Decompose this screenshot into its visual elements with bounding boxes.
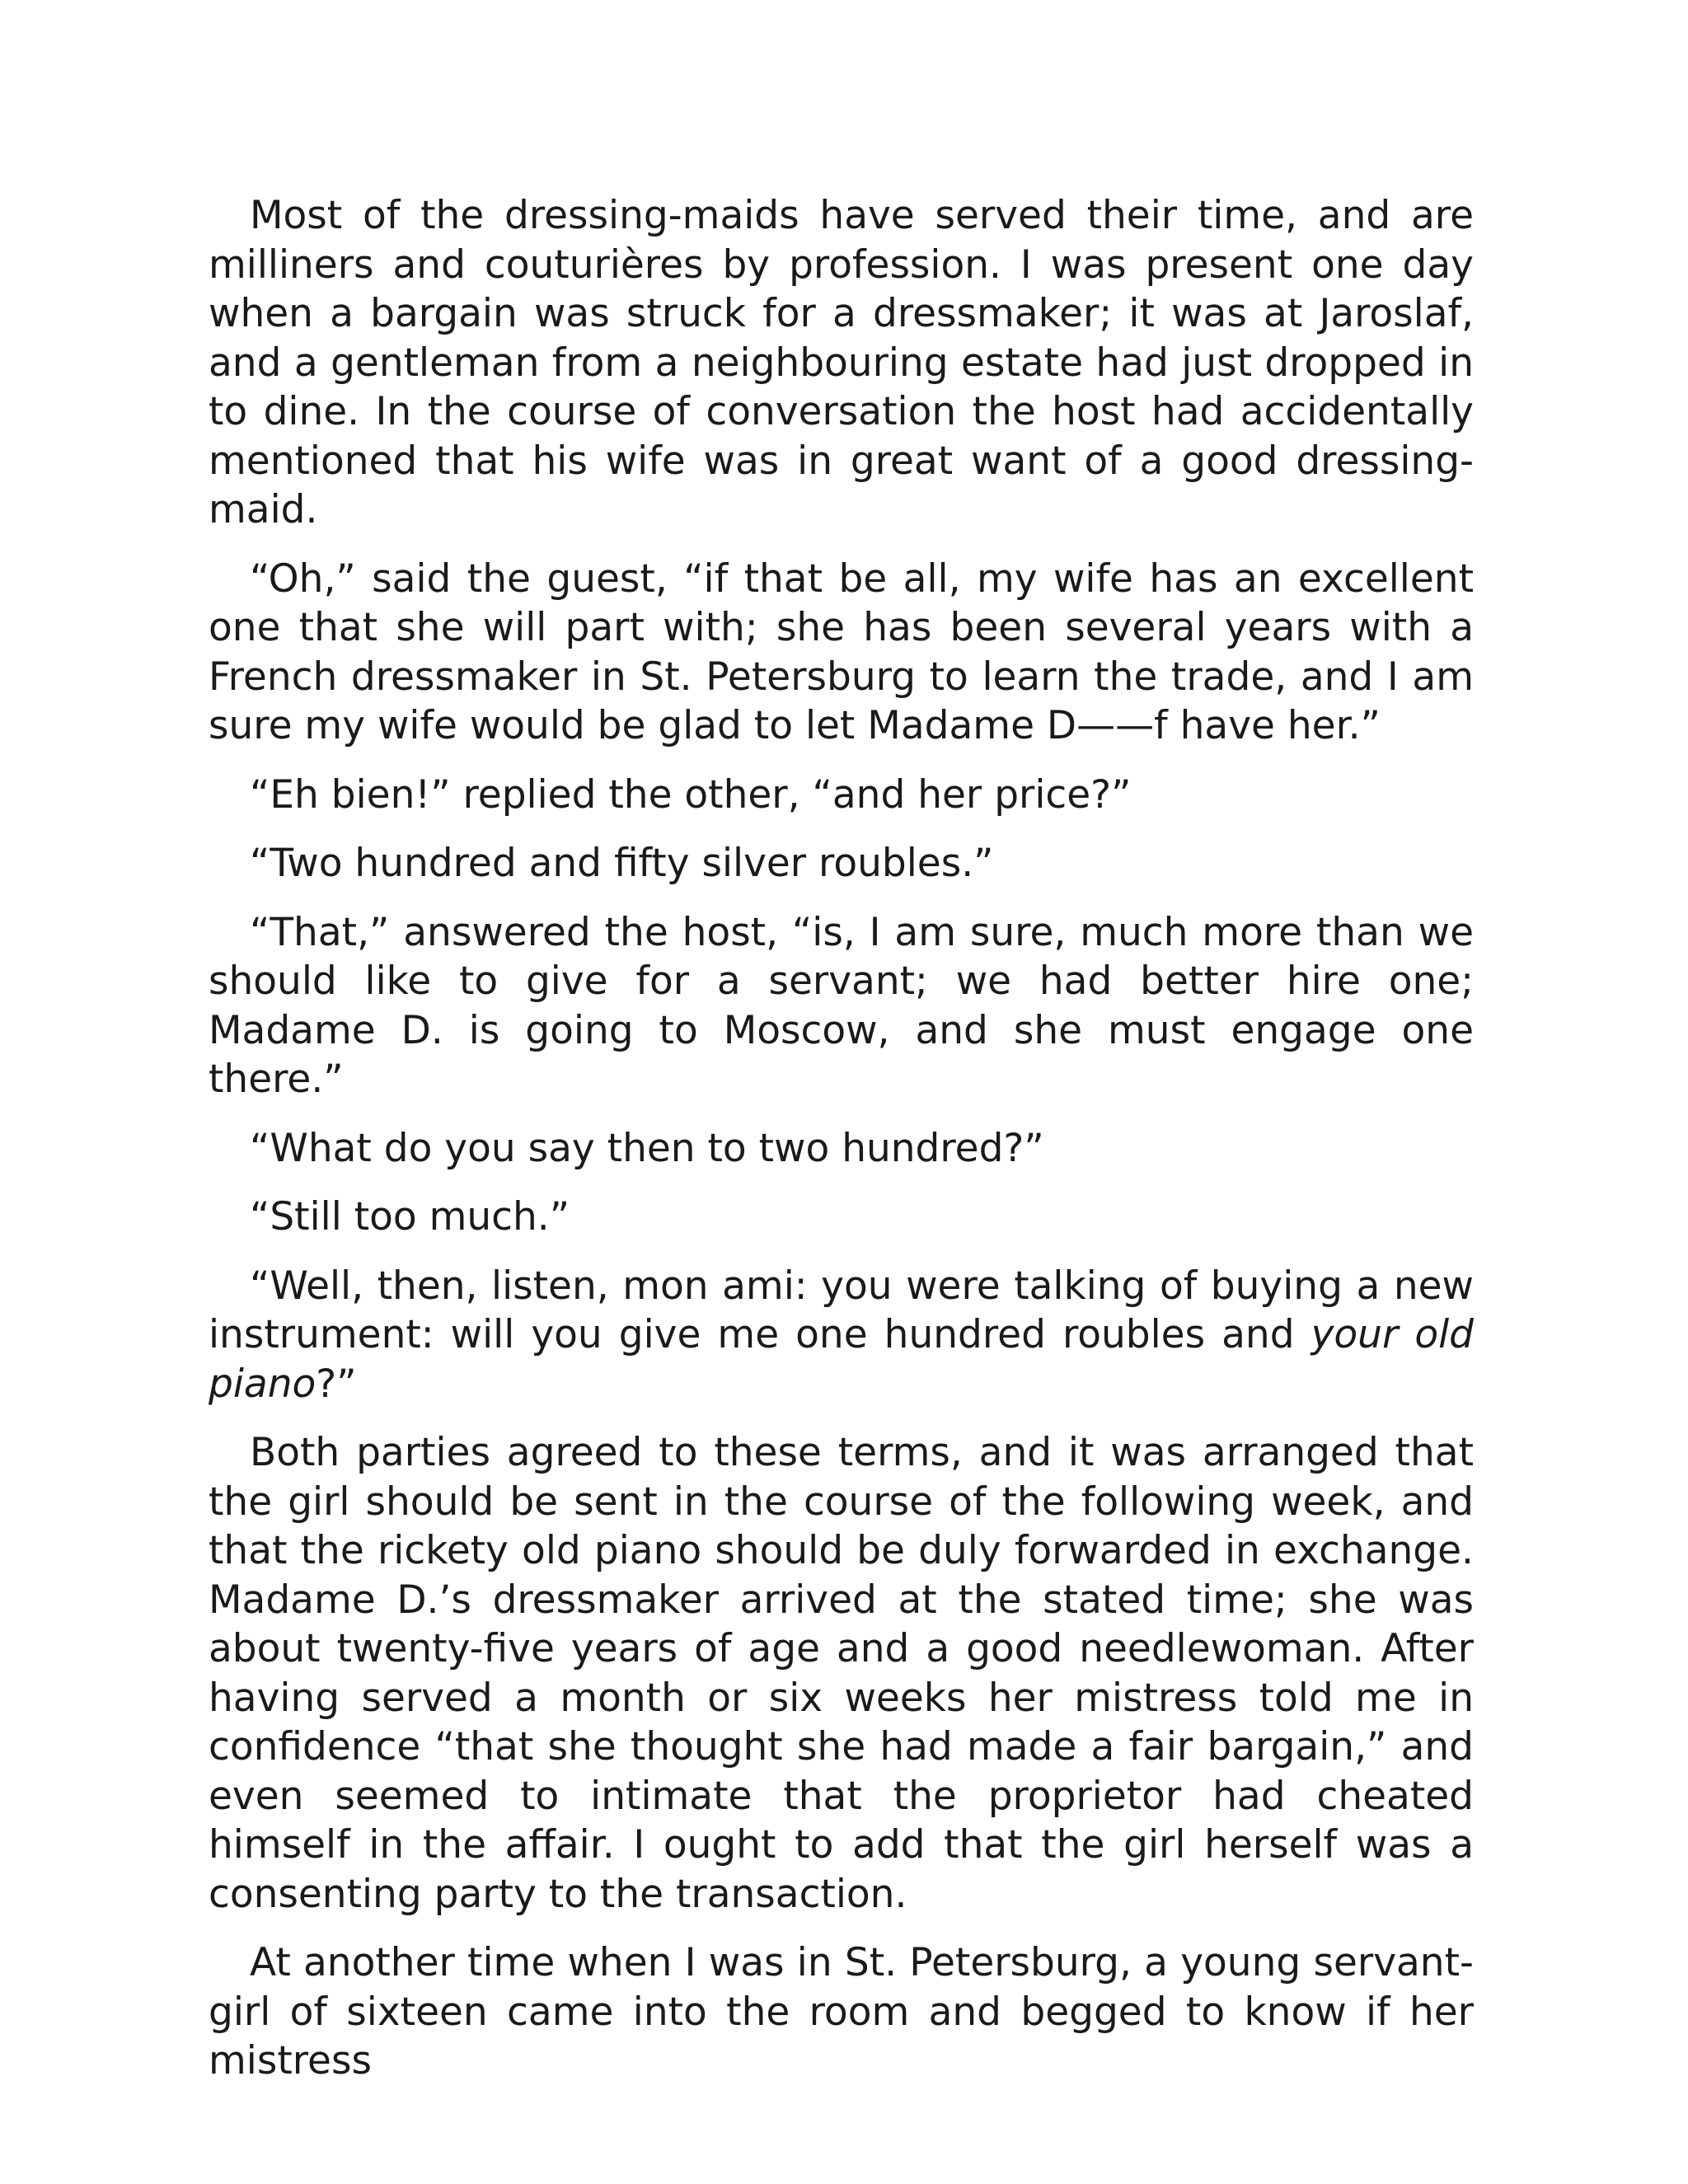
paragraph: “Eh bien!” replied the other, “and her price?” bbox=[250, 771, 1132, 818]
page-text bbox=[209, 191, 1474, 2086]
paragraph: “Oh,” said the guest, “if that be all, my wife has an excellent one that she will part with; she has been several years with a French dressmaker in St. Petersburg to learn the trade, and I am sure my wife would be glad to let Madame D——f have her.” bbox=[209, 555, 1474, 748]
paragraph-text: “Well, then, listen, mon ami: you were talking of buying a new instrument: will you give me one hundred roubles and bbox=[209, 1263, 1474, 1357]
paragraph-text: ?” bbox=[316, 1361, 357, 1407]
paragraph: At another time when I was in St. Petersburg, a young servant-girl of sixteen came into the room and begged to know if her mistress bbox=[209, 1940, 1474, 2083]
paragraph: “What do you say then to two hundred?” bbox=[250, 1125, 1044, 1171]
paragraph: “Still too much.” bbox=[250, 1194, 570, 1240]
paragraph: “That,” answered the host, “is, I am sure, much more than we should like to give for a servant; we had better hire one; Madame D. is going to Moscow, and she must engage one there.” bbox=[209, 909, 1474, 1102]
paragraph bbox=[209, 1262, 1474, 1409]
paragraph: Both parties agreed to these terms, and it was arranged that the girl should be sent in the course of the following week, and that the rickety old piano should be duly forwarded in exchange. Madame D.’s dressmaker arrived at the stated time; she was about twenty-five years of age and a good needlewoman. After having served a month or six weeks her mistress told me in confidence “that she thought she had made a fair bargain,” and even seemed to intimate that the proprietor had cheated himself in the affair. I ought to add that the girl herself was a consenting party to the transaction. bbox=[209, 1430, 1474, 1917]
paragraph: “Two hundred and fifty silver roubles.” bbox=[250, 841, 994, 886]
italic-phrase: your old piano bbox=[209, 1312, 1474, 1407]
paragraph: Most of the dressing-maids have served their time, and are milliners and couturières by profession. I was present one day when a bargain was struck for a dressmaker; it was at Jaroslaf, and a gentleman from a neighbouring estate had just dropped in to dine. In the course of conversation the host had accidentally mentioned that his wife was in great want of a good dressing-maid. bbox=[209, 193, 1474, 532]
